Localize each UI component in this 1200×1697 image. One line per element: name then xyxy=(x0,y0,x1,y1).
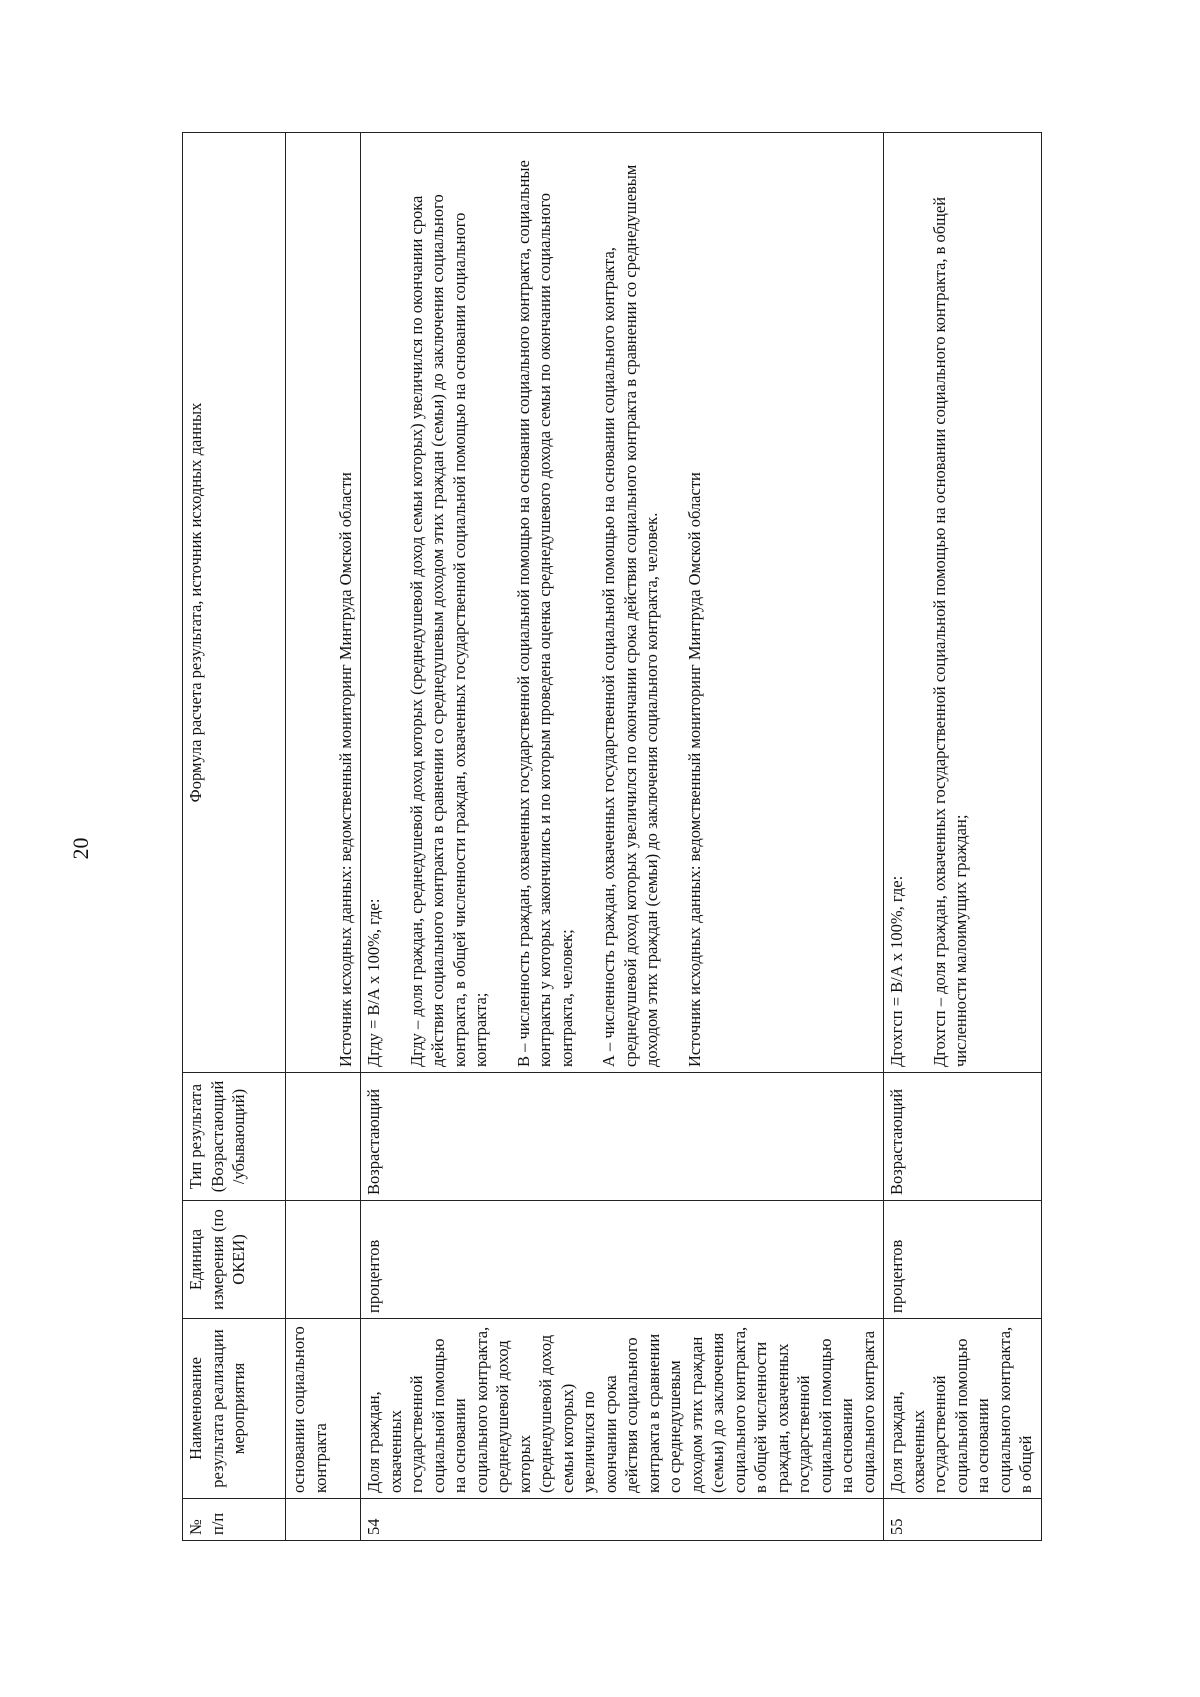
header-num: № п/п xyxy=(183,1499,286,1541)
formula-definition: Дгду – доля граждан, среднедушевой доход которых (среднедушевой доход семьи которых) увеличился по окончании срока действия социального контракта в сравнении со среднедушевым доходом этих граждан (семьи) до заключения социального контракта, в общей численности граждан, охваченных государственной социальной помощью на основании социального контракта; xyxy=(406,194,490,1067)
cell-name: основании социального контракта xyxy=(286,1319,361,1499)
cell-formula xyxy=(884,133,1042,1073)
table-row xyxy=(286,133,361,1541)
table-row xyxy=(884,133,1042,1541)
formula-definition: А – численность граждан, охваченных государственной социальной помощью на основании социального контракта, среднедушевой доход которых увеличился по окончании срока действия социального контракта в сравнении со среднедушевым доходом этих граждан (семьи) до заключения социального контракта, человек. xyxy=(599,164,661,1067)
formula-definition: Дгохгсп – доля граждан, охваченных государственной социальной помощью на основании социального контракта, в общей численности малоимущих граждан; xyxy=(929,196,970,1067)
cell-unit xyxy=(286,1201,361,1319)
data-source: Источник исходных данных: ведомственный мониторинг Минтруда Омской области xyxy=(684,472,704,1067)
cell-formula xyxy=(361,133,884,1073)
cell-num xyxy=(286,1499,361,1541)
cell-unit: процентов xyxy=(884,1201,1042,1319)
page-number: 20 xyxy=(68,837,93,860)
cell-num: 55 xyxy=(884,1499,1042,1541)
cell-type: Возрастающий xyxy=(361,1073,884,1201)
header-type: Тип результата (Возрастающий /убывающий) xyxy=(183,1073,286,1201)
cell-name: Доля граждан, охваченных государственной социальной помощью на основании социального контракта, среднедушевой доход которых (среднедушевой доход семьи которых) увеличился по окончании срока действия социального контракта в сравнении со среднедушевым доходом этих граждан (семьи) до заключения социального контракта, в общей численности граждан, охваченных государственной социальной помощью на основании социального контракта xyxy=(361,1319,884,1499)
cell-name: Доля граждан, охваченных государственной социальной помощью на основании социального контракта, в общей xyxy=(884,1319,1042,1499)
cell-source: Источник исходных данных: ведомственный мониторинг Минтруда Омской области xyxy=(286,133,361,1073)
formula-text: Дгду = В/А x 100%, где: xyxy=(364,898,383,1067)
table-header-row xyxy=(183,133,286,1541)
header-name: Наименование результата реализации мероприятия xyxy=(183,1319,286,1499)
cell-num: 54 xyxy=(361,1499,884,1541)
cell-type: Возрастающий xyxy=(884,1073,1042,1201)
table-row xyxy=(361,133,884,1541)
results-table xyxy=(182,132,1042,1541)
formula-definition: В – численность граждан, охваченных государственной социальной помощью на основании социального контракта, социальные контракты у которых закончились и по которым проведена оценка среднедушевого дохода семьи по окончании социального контракта, человек; xyxy=(513,160,576,1067)
formula-text: Дгохгсп = В/А x 100%, где: xyxy=(887,875,906,1067)
cell-type xyxy=(286,1073,361,1201)
header-formula: Формула расчета результата, источник исходных данных xyxy=(183,133,286,1073)
cell-unit: процентов xyxy=(361,1201,884,1319)
header-unit: Единица измерения (по ОКЕИ) xyxy=(183,1201,286,1319)
